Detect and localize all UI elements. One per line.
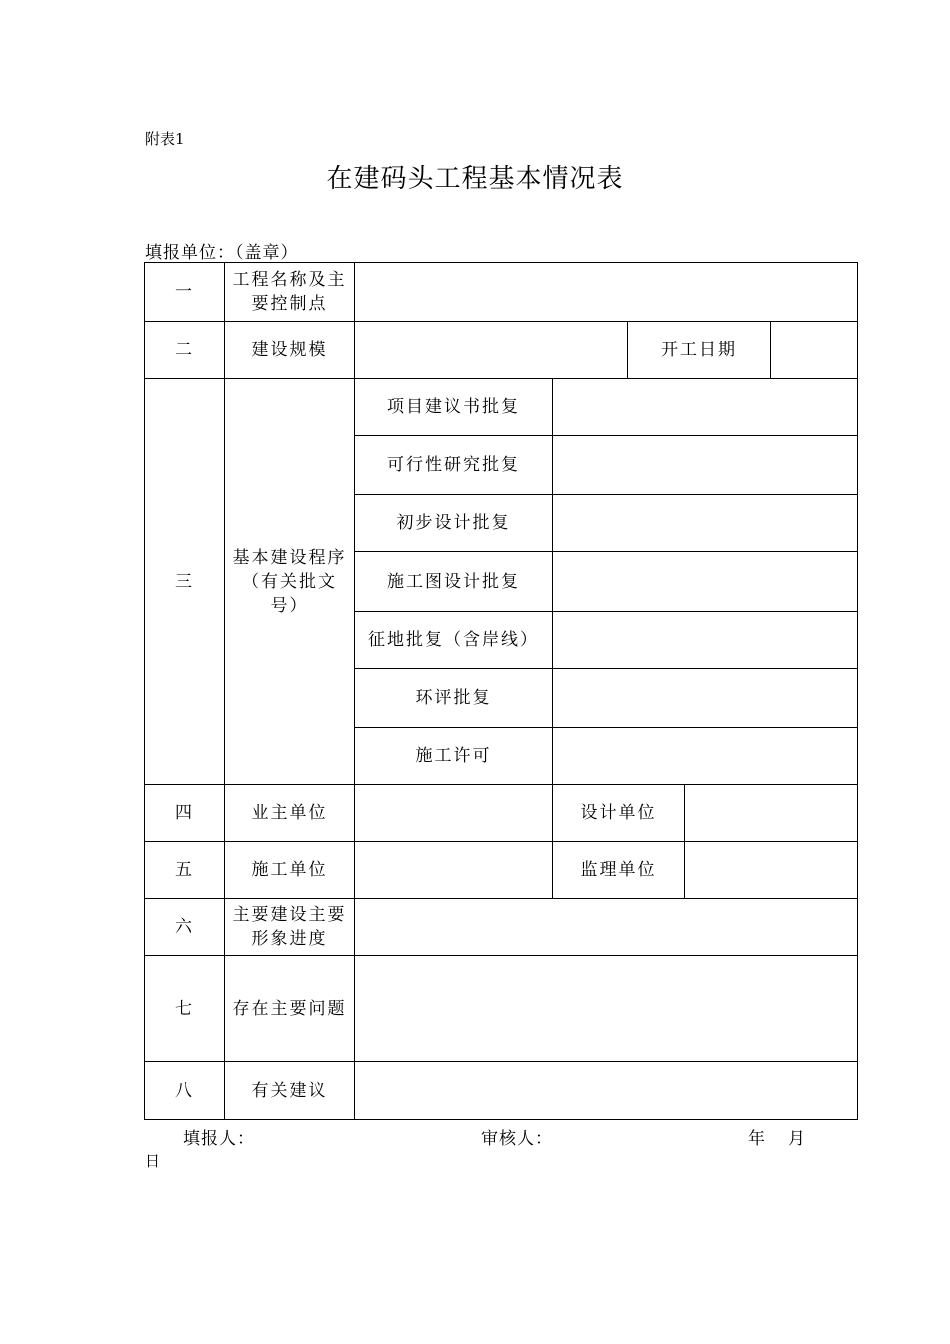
page-title: 在建码头工程基本情况表	[326, 164, 624, 194]
approval-item-6: 环评批复	[355, 669, 553, 728]
project-info-table	[144, 262, 858, 1120]
approval-value-1[interactable]	[553, 379, 858, 436]
approval-item-4: 施工图设计批复	[355, 552, 553, 612]
approval-item-3: 初步设计批复	[355, 495, 553, 552]
design-unit-cell[interactable]	[685, 785, 858, 842]
design-unit-label: 设计单位	[553, 785, 685, 842]
project-name-label: 工程名称及主要控制点	[225, 263, 355, 322]
approval-value-5[interactable]	[553, 612, 858, 669]
reporting-unit-label: 填报单位：（盖章）	[145, 243, 299, 263]
start-date-label: 开工日期	[628, 322, 771, 379]
annex-label: 附表1	[145, 130, 185, 148]
row-number-3: 三	[145, 379, 225, 785]
approval-value-7[interactable]	[553, 728, 858, 785]
row-number-8: 八	[145, 1062, 225, 1119]
construction-unit-label: 施工单位	[225, 842, 355, 899]
row-number-7: 七	[145, 956, 225, 1062]
month-label: 月	[788, 1129, 806, 1149]
progress-cell[interactable]	[355, 899, 858, 956]
issues-label: 存在主要问题	[225, 956, 355, 1062]
row-number-2: 二	[145, 322, 225, 379]
day-label: 日	[145, 1152, 161, 1170]
approval-value-6[interactable]	[553, 669, 858, 728]
row-number-4: 四	[145, 785, 225, 842]
approval-item-5: 征地批复（含岸线）	[355, 612, 553, 669]
supervision-unit-label: 监理单位	[553, 842, 685, 899]
suggestions-cell[interactable]	[355, 1062, 858, 1119]
owner-unit-cell[interactable]	[355, 785, 553, 842]
approval-item-2: 可行性研究批复	[355, 436, 553, 495]
row-number-1: 一	[145, 263, 225, 322]
progress-label: 主要建设主要形象进度	[225, 899, 355, 956]
approval-item-1: 项目建议书批复	[355, 379, 553, 436]
row-number-5: 五	[145, 842, 225, 899]
construction-unit-cell[interactable]	[355, 842, 553, 899]
owner-unit-label: 业主单位	[225, 785, 355, 842]
project-name-cell[interactable]	[355, 263, 858, 322]
year-label: 年	[748, 1129, 766, 1149]
construction-scale-cell[interactable]	[355, 322, 628, 379]
reviewer-label: 审核人：	[481, 1129, 553, 1149]
suggestions-label: 有关建议	[225, 1062, 355, 1119]
approval-value-2[interactable]	[553, 436, 858, 495]
construction-procedure-label: 基本建设程序（有关批文号）	[225, 379, 355, 785]
supervision-unit-cell[interactable]	[685, 842, 858, 899]
approval-value-4[interactable]	[553, 552, 858, 612]
row-number-6: 六	[145, 899, 225, 956]
start-date-cell[interactable]	[771, 322, 858, 379]
filler-label: 填报人：	[183, 1129, 255, 1149]
approval-item-7: 施工许可	[355, 728, 553, 785]
approval-value-3[interactable]	[553, 495, 858, 552]
construction-scale-label: 建设规模	[225, 322, 355, 379]
issues-cell[interactable]	[355, 956, 858, 1062]
